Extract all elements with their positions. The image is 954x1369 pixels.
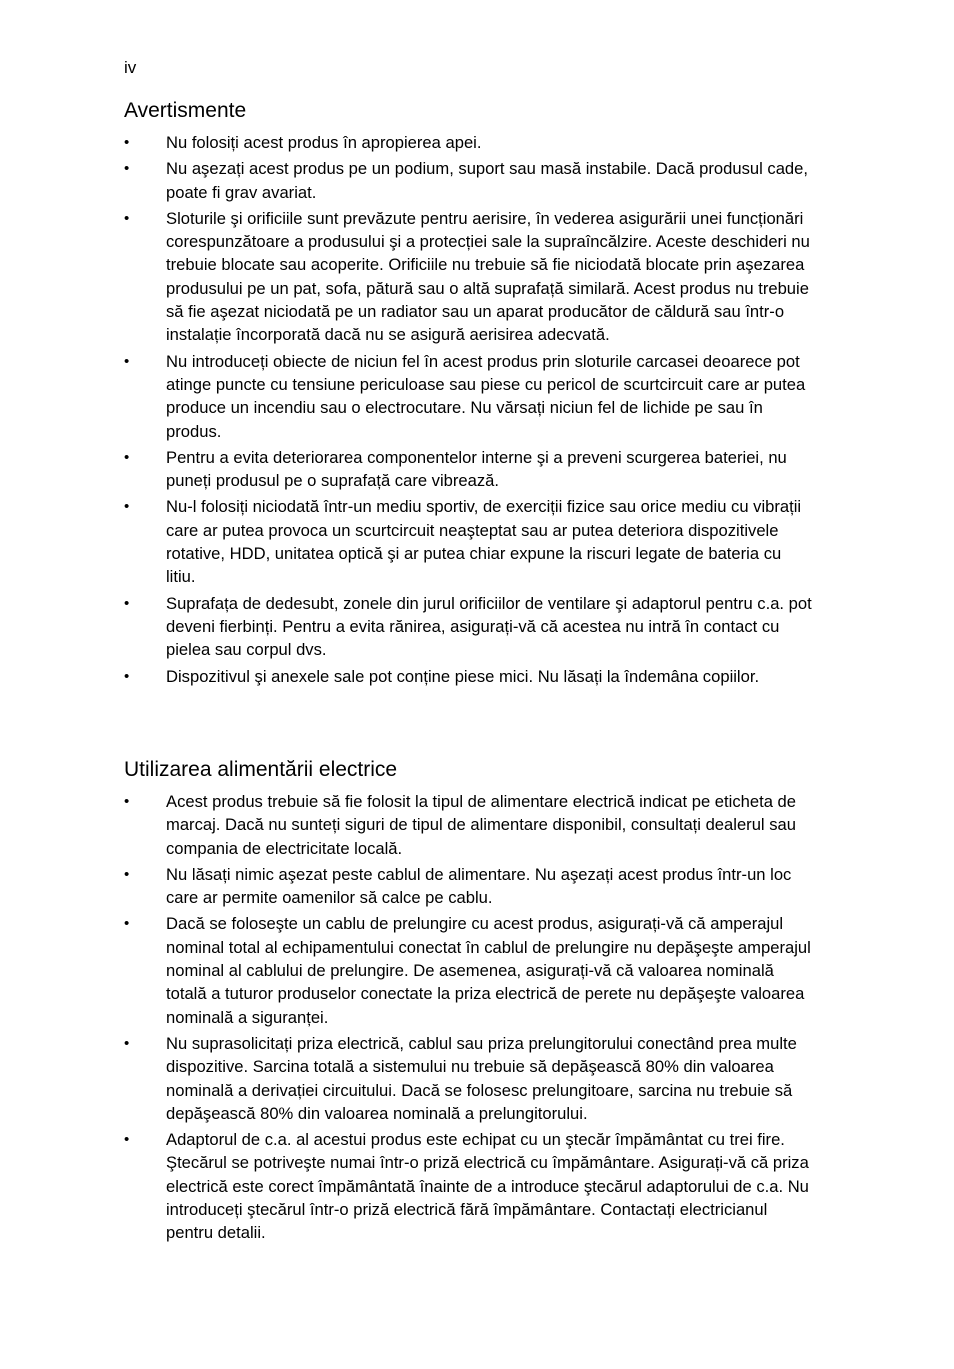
- list-item: [124, 207, 814, 347]
- bullet-icon: •: [124, 667, 130, 685]
- list-item-text: Adaptorul de c.a. al acestui produs este echipat cu un ştecăr împământat cu trei fire. Ştecărul se potriveşte numai într-o priză electrică cu împământare. Asigurați-vă că priza electrică este corect împământată înainte de a introduce ştecărul adaptorului de c.a. Nu introduceți ştecărul într-o priză electrică fără împământare. Contactați electricianul pentru detalii.: [166, 1130, 809, 1243]
- warnings-list: [124, 131, 814, 691]
- list-item: [124, 495, 814, 588]
- list-item: [124, 157, 814, 204]
- section-heading-power: Utilizarea alimentării electrice: [124, 758, 398, 781]
- bullet-icon: •: [124, 594, 130, 612]
- list-item-text: Dacă se foloseşte un cablu de prelungire cu acest produs, asigurați-vă că amperajul nominal total al echipamentului conectat în cablul de prelungire nu depăşeşte amperajul nominal al cablului de prelungire. De asemenea, asigurați-vă că valoarea nominală totală a tuturor produselor conectate la priza electrică de perete nu depăşeşte valoarea nominală a siguranței.: [166, 914, 811, 1027]
- bullet-icon: •: [124, 1131, 130, 1149]
- list-item: [124, 665, 814, 688]
- list-item-text: Nu introduceți obiecte de niciun fel în acest produs prin sloturile carcasei deoarece pot atinge puncte cu tensiune periculoase sau piese cu pericol de scurtcircuit care ar putea produce un incendiu sau o electrocutare. Nu vărsați niciun fel de lichide pe sau în produs.: [166, 351, 806, 441]
- list-item: [124, 1128, 814, 1244]
- bullet-icon: •: [124, 209, 130, 227]
- list-item-text: Nu-l folosiți niciodată într-un mediu sportiv, de exerciții fizice sau orice mediu cu vibrații care ar putea provoca un scurtcircuit neaşteptat sau ar putea deteriora dispozitivele rotative, HDD, unitatea optică şi ar putea chiar expune la riscuri legate de bateria cu litiu.: [166, 497, 802, 587]
- list-item: [124, 131, 814, 154]
- list-item-text: Nu suprasolicitați priza electrică, cablul sau priza prelungitorului conectând prea multe dispozitive. Sarcina totală a sistemului nu trebuie să depăşească 80% din valoarea nominală a derivației circuitului. Dacă se folosesc prelungitoare, sarcina nu trebuie să depăşească 80% din valoarea nominală a prelungitorului.: [166, 1033, 797, 1123]
- page-number: iv: [124, 58, 137, 77]
- bullet-icon: •: [124, 352, 130, 370]
- bullet-icon: •: [124, 915, 130, 933]
- list-item-text: Suprafața de dedesubt, zonele din jurul orificiilor de ventilare şi adaptorul pentru c.a. pot deveni fierbinți. Pentru a evita rănirea, asigurați-vă că acestea nu intră în contact cu pielea sau corpul dvs.: [166, 593, 812, 660]
- bullet-icon: •: [124, 793, 130, 810]
- list-item-text: Sloturile şi orificiile sunt prevăzute pentru aerisire, în vederea asigurării unei funcționări corespunzătoare a produsului şi a protecției sale la supraîncălzire. Aceste deschideri nu trebuie blocate sau acoperite. Orificiile nu trebuie să fie niciodată blocate prin aşezarea produsului pe un pat, sofa, pătură sau o altă suprafață similară. Acest produs nu trebuie să fie aşezat niciodată pe un radiator sau un aparat producător de căldură sau într-o instalație încorporată dacă nu se asigură aerisirea adecvată.: [166, 208, 810, 345]
- section-heading-warnings: Avertismente: [124, 99, 247, 122]
- list-item: [124, 912, 814, 1028]
- list-item-text: Dispozitivul şi anexele sale pot conține piese mici. Nu lăsați la îndemâna copiilor.: [166, 666, 760, 686]
- bullet-icon: •: [124, 160, 130, 178]
- list-item-text: Nu lăsați nimic aşezat peste cablul de alimentare. Nu aşezați acest produs într-un loc care ar permite oamenilor să calce pe cablu.: [166, 864, 792, 908]
- list-item-text: Acest produs trebuie să fie folosit la tipul de alimentare electrică indicat pe eticheta de marcaj. Dacă nu sunteți siguri de tipul de alimentare disponibil, consultați dealerul sau compania de electricitate locală.: [166, 792, 796, 858]
- list-item: [124, 592, 814, 662]
- list-item: [124, 350, 814, 443]
- list-item: [124, 446, 814, 493]
- bullet-icon: •: [124, 865, 130, 883]
- bullet-icon: •: [124, 1034, 130, 1052]
- bullet-icon: •: [124, 134, 130, 151]
- list-item: [124, 863, 814, 910]
- power-list: [124, 790, 814, 1248]
- list-item-text: Nu folosiți acest produs în apropierea apei.: [166, 133, 482, 152]
- list-item: [124, 790, 814, 860]
- list-item-text: Nu aşezați acest produs pe un podium, suport sau masă instabile. Dacă produsul cade, poate fi grav avariat.: [166, 159, 808, 202]
- bullet-icon: •: [124, 498, 130, 516]
- list-item: [124, 1032, 814, 1125]
- bullet-icon: •: [124, 448, 130, 466]
- list-item-text: Pentru a evita deteriorarea componentelor interne şi a preveni scurgerea bateriei, nu puneți produsul pe o suprafață care vibrează.: [166, 447, 787, 491]
